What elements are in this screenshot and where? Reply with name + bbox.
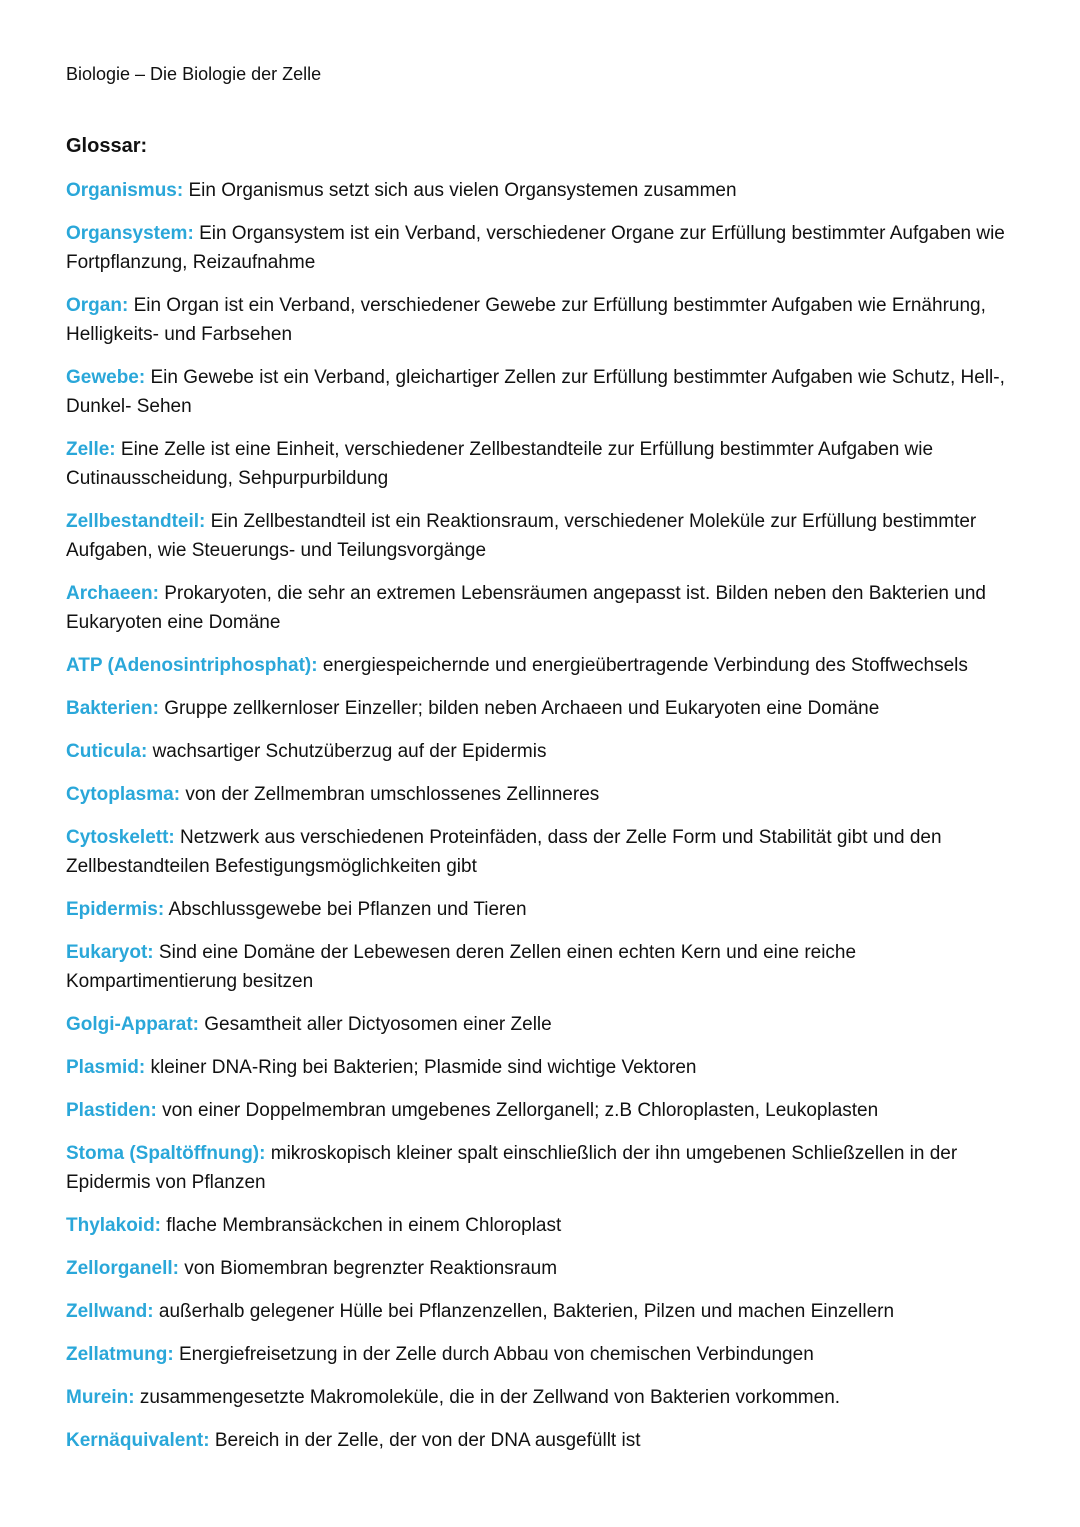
glossary-term: Cytoplasma:	[66, 784, 181, 805]
glossary-definition: kleiner DNA-Ring bei Bakterien; Plasmide sind wichtige Vektoren	[150, 1057, 697, 1078]
glossary-entry	[66, 895, 1016, 924]
glossary-definition: Eine Zelle ist eine Einheit, verschiedener Zellbestandteile zur Erfüllung bestimmter Aufgaben wie Cutinausscheidung, Sehpurpurbildung	[66, 439, 934, 489]
glossary-entry	[66, 176, 1016, 205]
glossary-heading: Glossar:	[66, 135, 148, 157]
glossary-term: Plasmid:	[66, 1057, 146, 1078]
glossary-definition: Ein Zellbestandteil ist ein Reaktionsraum, verschiedener Moleküle zur Erfüllung bestimmter Aufgaben, wie Steuerungs- und Teilungsvorgänge	[66, 511, 977, 561]
glossary-term: Murein:	[66, 1387, 135, 1408]
glossary-entry	[66, 1383, 1016, 1412]
glossary-definition: von der Zellmembran umschlossenes Zellinneres	[185, 784, 600, 805]
glossary-entry	[66, 507, 1016, 565]
glossary-term: Bakterien:	[66, 698, 159, 719]
glossary-term: Golgi-Apparat:	[66, 1014, 199, 1035]
glossary-term: Organ:	[66, 295, 129, 316]
glossary-definition: mikroskopisch kleiner spalt einschließlich der ihn umgebenen Schließzellen in der Epidermis von Pflanzen	[66, 1143, 958, 1193]
glossary-entry	[66, 823, 1016, 881]
glossary-definition: Energiefreisetzung in der Zelle durch Abbau von chemischen Verbindungen	[178, 1344, 814, 1365]
glossary-entry	[66, 1139, 1016, 1197]
glossary-definition: Netzwerk aus verschiedenen Proteinfäden, dass der Zelle Form und Stabilität gibt und den Zellbestandteilen Befestigungsmöglichkeiten gibt	[66, 827, 942, 877]
glossary-entry	[66, 1096, 1016, 1125]
glossary-definition: zusammengesetzte Makromoleküle, die in der Zellwand von Bakterien vorkommen.	[139, 1387, 841, 1408]
glossary-term: Epidermis:	[66, 899, 165, 920]
glossary-entry	[66, 694, 1016, 723]
glossary-term: ATP (Adenosintriphosphat):	[66, 655, 318, 676]
glossary-entry	[66, 291, 1016, 349]
glossary-definition: Prokaryoten, die sehr an extremen Lebensräumen angepasst ist. Bilden neben den Bakterien und Eukaryoten eine Domäne	[66, 583, 986, 633]
glossary-term: Archaeen:	[66, 583, 159, 604]
glossary-definition: Ein Organismus setzt sich aus vielen Organsystemen zusammen	[188, 180, 737, 201]
glossary-term: Thylakoid:	[66, 1215, 162, 1236]
glossary-term: Stoma (Spaltöffnung):	[66, 1143, 266, 1164]
glossary-entry	[66, 1426, 1016, 1455]
glossary-entry	[66, 1053, 1016, 1082]
glossary-definition: Gruppe zellkernloser Einzeller; bilden neben Archaeen und Eukaryoten eine Domäne	[164, 698, 880, 719]
glossary-entry	[66, 737, 1016, 766]
glossary-entry	[66, 1010, 1016, 1039]
glossary-term: Zellorganell:	[66, 1258, 179, 1279]
glossary-entry	[66, 363, 1016, 421]
glossary-definition: von Biomembran begrenzter Reaktionsraum	[184, 1258, 558, 1279]
glossary-entry	[66, 938, 1016, 996]
glossary-definition: Ein Gewebe ist ein Verband, gleichartiger Zellen zur Erfüllung bestimmter Aufgaben wie Schutz, Hell-, Dunkel- Sehen	[66, 367, 1005, 417]
glossary-entry	[66, 1254, 1016, 1283]
glossary-term: Eukaryot:	[66, 942, 154, 963]
glossary-entry	[66, 579, 1016, 637]
glossary-term: Zelle:	[66, 439, 116, 460]
glossary-term: Plastiden:	[66, 1100, 157, 1121]
glossary-entry	[66, 1340, 1016, 1369]
glossary-definition: energiespeichernde und energieübertragende Verbindung des Stoffwechsels	[322, 655, 968, 676]
glossary-definition: wachsartiger Schutzüberzug auf der Epidermis	[152, 741, 547, 762]
glossary-term: Zellwand:	[66, 1301, 154, 1322]
glossary-term: Cuticula:	[66, 741, 148, 762]
glossary-term: Organismus:	[66, 180, 184, 201]
glossary-definition: Ein Organsystem ist ein Verband, verschiedener Organe zur Erfüllung bestimmter Aufgaben wie Fortpflanzung, Reizaufnahme	[66, 223, 1005, 273]
glossary-term: Gewebe:	[66, 367, 146, 388]
glossary-definition: flache Membransäckchen in einem Chloroplast	[166, 1215, 562, 1236]
glossary-definition: von einer Doppelmembran umgebenes Zellorganell; z.B Chloroplasten, Leukoplasten	[162, 1100, 879, 1121]
glossary-term: Cytoskelett:	[66, 827, 175, 848]
glossary-term: Zellbestandteil:	[66, 511, 206, 532]
glossary-entry	[66, 651, 1016, 680]
glossary-definition: Bereich in der Zelle, der von der DNA ausgefüllt ist	[214, 1430, 641, 1451]
glossary-entry	[66, 435, 1016, 493]
glossary-term: Zellatmung:	[66, 1344, 174, 1365]
glossary-entry	[66, 219, 1016, 277]
glossary-definition: Gesamtheit aller Dictyosomen einer Zelle	[204, 1014, 552, 1035]
glossary-entry	[66, 1297, 1016, 1326]
glossary-definition: Sind eine Domäne der Lebewesen deren Zellen einen echten Kern und eine reiche Kompartimentierung besitzen	[66, 942, 857, 992]
glossary-term: Organsystem:	[66, 223, 194, 244]
glossary-term: Kernäquivalent:	[66, 1430, 210, 1451]
glossary-definition: Ein Organ ist ein Verband, verschiedener Gewebe zur Erfüllung bestimmter Aufgaben wie Ernährung, Helligkeits- und Farbsehen	[66, 295, 986, 345]
glossary-entry	[66, 780, 1016, 809]
glossary-definition: Abschlussgewebe bei Pflanzen und Tieren	[168, 899, 527, 920]
glossary-list	[66, 176, 1016, 1469]
glossary-entry	[66, 1211, 1016, 1240]
page-header: Biologie – Die Biologie der Zelle	[66, 64, 322, 84]
glossary-definition: außerhalb gelegener Hülle bei Pflanzenzellen, Bakterien, Pilzen und machen Einzellern	[158, 1301, 895, 1322]
